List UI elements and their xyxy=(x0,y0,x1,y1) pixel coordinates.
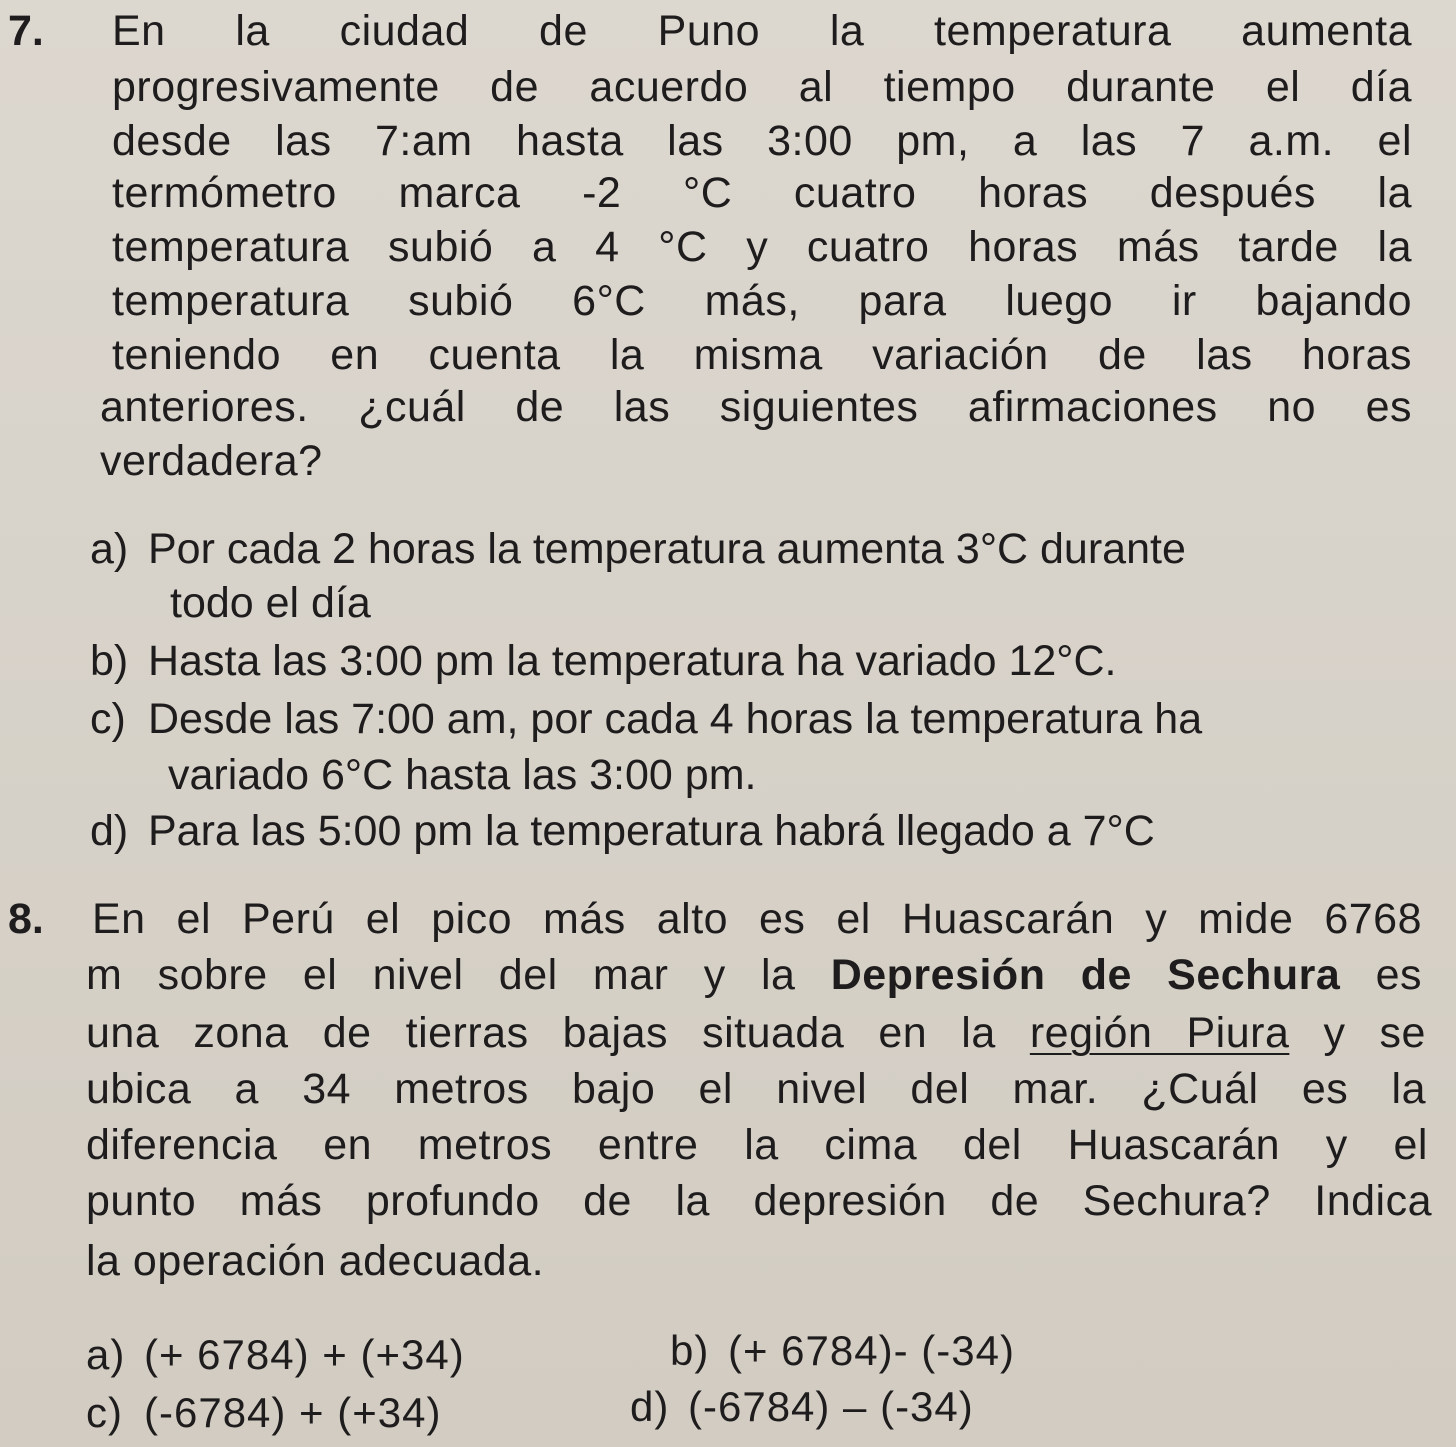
option-d-formula: (-6784) – (-34) xyxy=(688,1383,974,1430)
option-a-letter: a) xyxy=(86,1331,126,1378)
region-piura-underlined: región Piura xyxy=(1029,1009,1290,1057)
question-8-line-2-end: es xyxy=(1340,951,1423,999)
option-a-letter: a) xyxy=(90,525,129,573)
question-8-line-5: diferencia en metros entre la cima del Huascarán y el xyxy=(86,1121,1428,1169)
question-8-option-d xyxy=(630,1382,974,1432)
option-a-text-line-1: Por cada 2 horas la temperatura aumenta 3°C durante xyxy=(148,525,1186,573)
option-b-letter: b) xyxy=(670,1327,710,1374)
option-a-formula: (+ 6784) + (+34) xyxy=(144,1331,465,1378)
option-a-text-line-2: todo el día xyxy=(170,579,371,627)
question-7-stem-line-9: verdadera? xyxy=(100,437,323,485)
question-8-line-2 xyxy=(86,950,1422,1000)
question-7-stem-line-6: temperatura subió 6°C más, para luego ir bajando xyxy=(112,277,1412,325)
depresion-de-sechura-bold: Depresión de Sechura xyxy=(830,951,1341,999)
option-d-letter: d) xyxy=(630,1383,670,1430)
option-c-letter: c) xyxy=(90,695,126,743)
question-8-number: 8. xyxy=(8,895,44,943)
question-7-number: 7. xyxy=(8,7,44,55)
question-7-stem-line-5: temperatura subió a 4 °C y cuatro horas más tarde la xyxy=(112,223,1412,271)
option-c-text-line-1: Desde las 7:00 am, por cada 4 horas la temperatura ha xyxy=(148,695,1203,743)
question-8-line-3 xyxy=(86,1008,1426,1058)
question-8-option-b xyxy=(670,1326,1015,1376)
question-7-stem-line-2: progresivamente de acuerdo al tiempo durante el día xyxy=(112,63,1412,111)
option-c-formula: (-6784) + (+34) xyxy=(144,1389,442,1436)
question-8-line-3-start: una zona de tierras bajas situada en la xyxy=(86,1009,1030,1057)
option-c-letter: c) xyxy=(86,1389,123,1436)
option-b-text-line-1: Hasta las 3:00 pm la temperatura ha variado 12°C. xyxy=(148,637,1117,685)
option-b-letter: b) xyxy=(90,637,129,685)
question-8-line-3-end: y se xyxy=(1289,1009,1426,1057)
option-c-text-line-2: variado 6°C hasta las 3:00 pm. xyxy=(168,751,757,799)
question-7-stem-line-1: En la ciudad de Puno la temperatura aumenta xyxy=(112,7,1412,55)
question-8-line-6: punto más profundo de la depresión de Sechura? Indica xyxy=(86,1177,1432,1225)
question-8-line-1: En el Perú el pico más alto es el Huascarán y mide 6768 xyxy=(92,895,1422,943)
question-8-line-2-start: m sobre el nivel del mar y la xyxy=(86,951,831,999)
question-8-option-c xyxy=(86,1388,441,1438)
question-7-stem-line-7: teniendo en cuenta la misma variación de las horas xyxy=(112,331,1412,379)
question-8-line-7: la operación adecuada. xyxy=(86,1237,545,1285)
question-8-line-4: ubica a 34 metros bajo el nivel del mar. ¿Cuál es la xyxy=(86,1065,1426,1113)
question-8-option-a xyxy=(86,1330,465,1380)
question-7-stem-line-4: termómetro marca -2 °C cuatro horas después la xyxy=(112,169,1412,217)
question-7-stem-line-3: desde las 7:am hasta las 3:00 pm, a las 7 a.m. el xyxy=(112,117,1412,165)
option-d-letter: d) xyxy=(90,807,129,855)
option-d-text-line-1: Para las 5:00 pm la temperatura habrá llegado a 7°C xyxy=(148,807,1155,855)
option-b-formula: (+ 6784)- (-34) xyxy=(728,1327,1015,1374)
question-7-stem-line-8: anteriores. ¿cuál de las siguientes afirmaciones no es xyxy=(100,383,1412,431)
